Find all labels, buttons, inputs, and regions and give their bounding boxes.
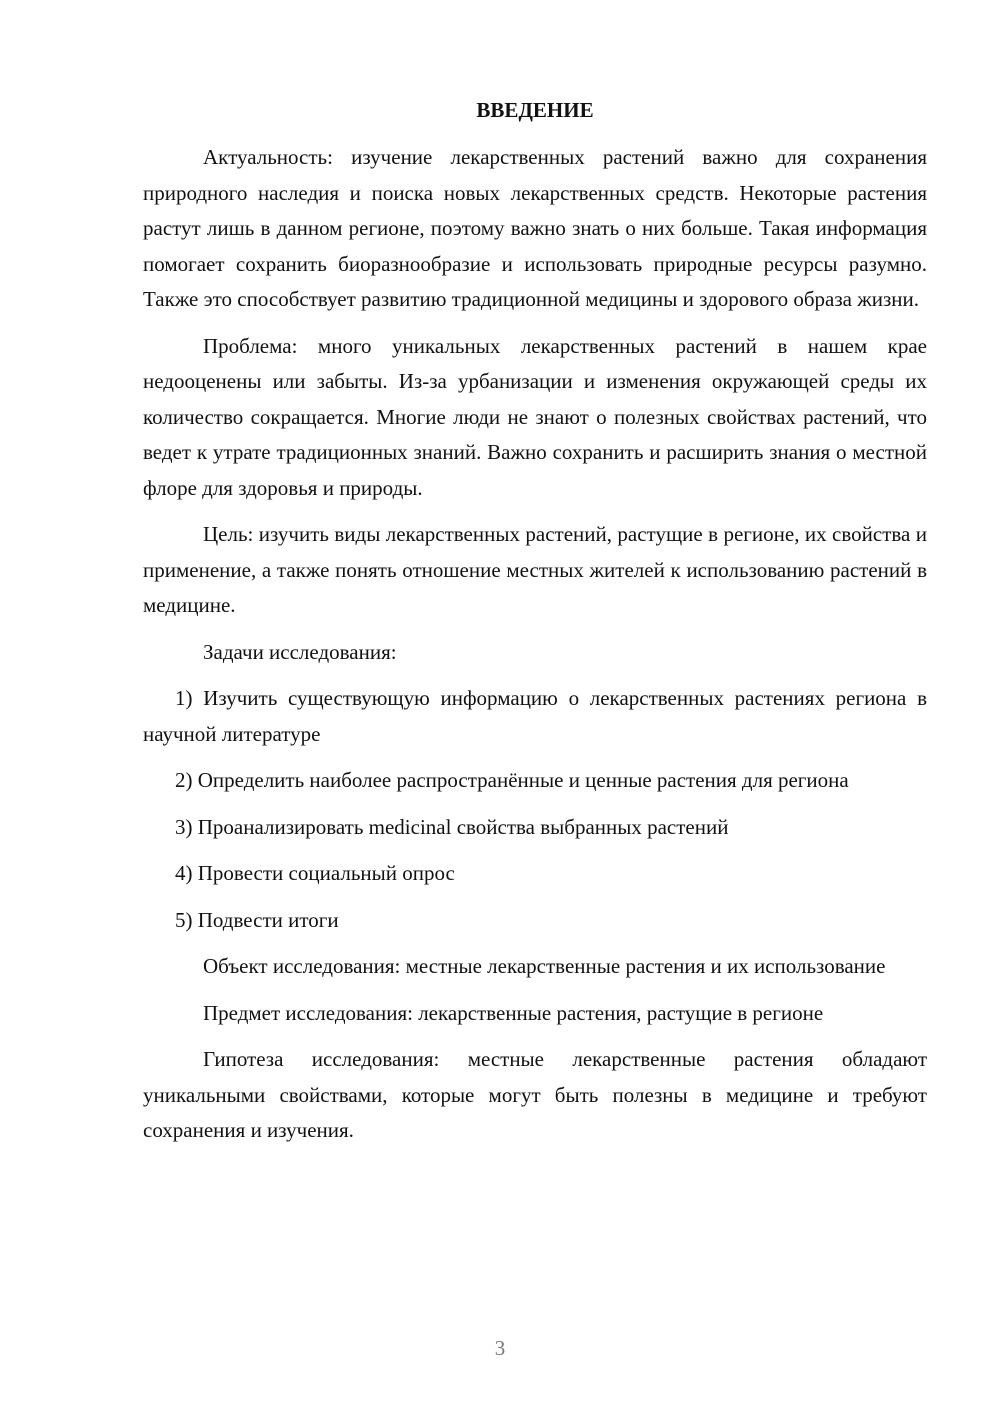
tasks-heading: Задачи исследования: <box>203 639 397 664</box>
task-item: 2) Определить наиболее распространённые и ценные растения для региона <box>175 768 849 792</box>
hypothesis-paragraph: Гипотеза исследования: местные лекарственные растения обладают уникальными свойствами, которые могут быть полезны в медицине и требуют сохранения и изучения. <box>143 1047 927 1142</box>
page-number: 3 <box>494 1336 506 1360</box>
object-paragraph: Объект исследования: местные лекарственные растения и их использование <box>203 954 886 978</box>
subject-paragraph: Предмет исследования: лекарственные растения, растущие в регионе <box>203 1000 824 1025</box>
document-page <box>143 92 927 1160</box>
task-item: 1) Изучить существующую информацию о лекарственных растениях региона в научной литературе <box>143 686 927 746</box>
problem-paragraph: Проблема: много уникальных лекарственных растений в нашем крае недооценены или забыты. Из-за урбанизации и изменения окружающей среды их количество сокращается. Многие люди не знают о полезных свойствах растений, что ведет к утрате традиционных знаний. Важно сохранить и расширить знания о местной флоре для здоровья и природы. <box>143 333 927 500</box>
task-item: 4) Провести социальный опрос <box>175 861 455 885</box>
task-item: 3) Проанализировать medicinal свойства выбранных растений <box>175 814 729 839</box>
relevance-paragraph: Актуальность: изучение лекарственных растений важно для сохранения природного наследия и поиска новых лекарственных средств. Некоторые растения растут лишь в данном регионе, поэтому важно знать о них больше. Такая информация помогает сохранить биоразнообразие и использовать природные ресурсы разумно. Также это способствует развитию традиционной медицины и здорового образа жизни. <box>143 145 927 311</box>
goal-paragraph: Цель: изучить виды лекарственных растений, растущие в регионе, их свойства и применение, а также понять отношение местных жителей к использованию растений в медицине. <box>143 522 927 617</box>
task-item: 5) Подвести итоги <box>175 907 339 932</box>
section-title: ВВЕДЕНИЕ <box>476 98 594 122</box>
